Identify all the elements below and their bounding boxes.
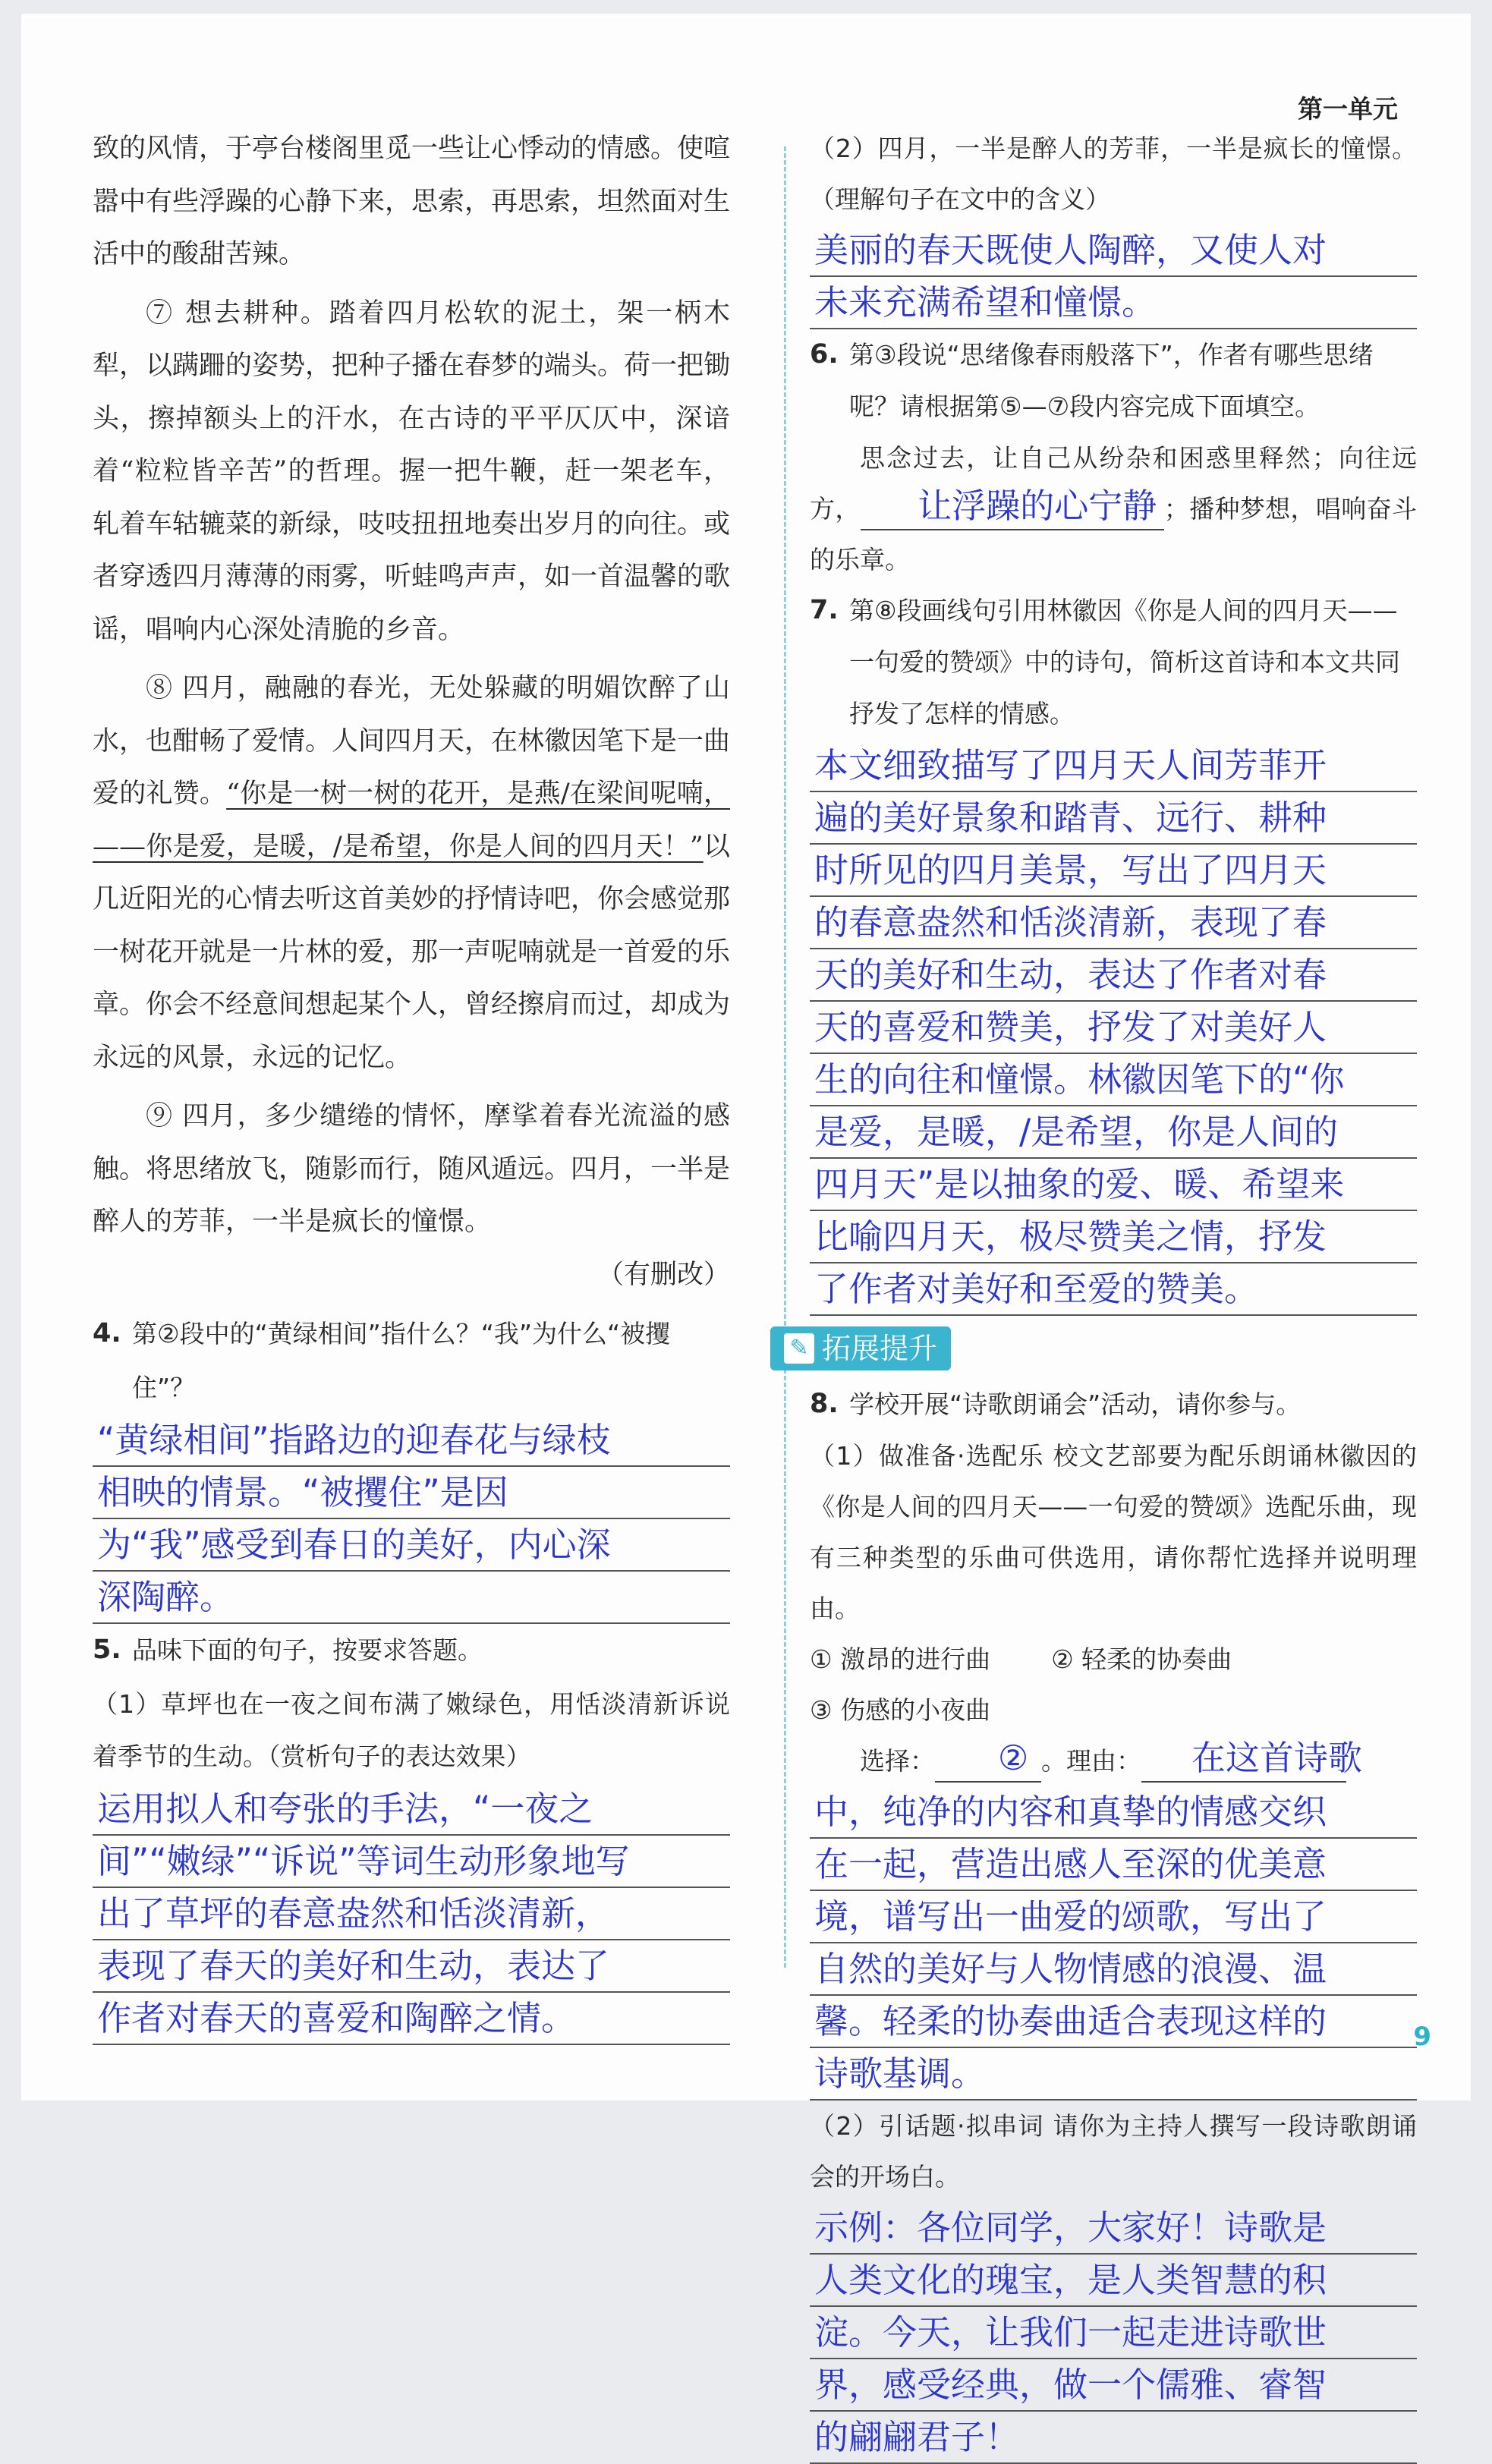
question-5: [93, 1624, 730, 1678]
answer-line: 四月天”是以抽象的爱、暖、希望来: [810, 1159, 1417, 1211]
option-2: ② 轻柔的协奏曲: [1051, 1644, 1232, 1674]
passage-intro: 致的风情，于亭台楼阁里觅一些让心悸动的情感。使喧嚣中有些浮躁的心静下来，思索，再思索，坦然面对生活中的酸甜苦辣。: [93, 134, 731, 269]
answer-line: 自然的美好与人物情感的浪漫、温: [810, 1943, 1417, 1996]
answer-line: 天的喜爱和赞美，抒发了对美好人: [810, 1002, 1417, 1054]
answer-line: 淀。今天，让我们一起走进诗歌世: [810, 2307, 1417, 2359]
passage-note: （有删改）: [596, 1259, 730, 1290]
question-6: [810, 329, 1417, 433]
choice-label: 选择：: [860, 1746, 935, 1776]
reason-label: 。理由：: [1041, 1746, 1141, 1776]
question-8-reason-answer: [810, 1786, 1417, 2101]
question-7-text: 第⑧段画线句引用林徽因《你是人间的四月天——一句爱的赞颂》中的诗句，简析这首诗和本文共同抒发了怎样的情感。: [849, 596, 1400, 729]
answer-line: 境，谱写出一曲爱的颂歌，写出了: [810, 1891, 1417, 1943]
answer-line: 天的美好和生动，表达了作者对春: [810, 949, 1417, 1002]
edit-note-icon: ✎: [784, 1333, 814, 1364]
question-7-answer: [810, 740, 1417, 1316]
answer-line: 深陶醉。: [93, 1572, 730, 1624]
extension-tip-label: 拓展提升: [822, 1332, 938, 1365]
question-8-choice: [810, 1735, 1417, 1786]
option-1: ① 激昂的进行曲: [810, 1644, 991, 1674]
question-5-text: 品味下面的句子，按要求答题。: [132, 1635, 483, 1665]
answer-line: 间”“嫩绿”“诉说”等词生动形象地写: [93, 1836, 730, 1888]
question-5-sub2-answer: [810, 225, 1417, 329]
answer-line: 是爱，是暖，/是希望，你是人间的: [810, 1106, 1417, 1159]
question-6-number: 6.: [810, 339, 839, 370]
option-3: ③ 伤感的小夜曲: [810, 1695, 991, 1725]
question-5-sub2: （2）四月，一半是醉人的芳菲，一半是疯长的憧憬。（理解句子在文中的含义）: [810, 134, 1417, 214]
question-8-options: [810, 1634, 1417, 1685]
answer-line: 人类文化的瑰宝，是人类智慧的积: [810, 2255, 1417, 2307]
question-8-number: 8.: [810, 1389, 839, 1419]
answer-line: 的春意盎然和恬淡清新，表现了春: [810, 897, 1417, 949]
answer-line: 相映的情景。“被攫住”是因: [93, 1467, 730, 1519]
answer-line: 美丽的春天既使人陶醉，又使人对: [810, 225, 1417, 277]
question-8-text: 学校开展“诗歌朗诵会”活动，请你参与。: [849, 1389, 1302, 1419]
question-6-text: 第③段说“思绪像春雨般落下”，作者有哪些思绪呢？请根据第⑤—⑦段内容完成下面填空。: [849, 340, 1374, 421]
answer-line: 生的向往和憧憬。林徽因笔下的“你: [810, 1054, 1417, 1106]
question-5-sub1-answer: [93, 1783, 730, 2045]
question-8-sub2: （2）引话题·拟串词 请你为主持人撰写一段诗歌朗诵会的开场白。: [810, 2111, 1417, 2192]
question-8-sub2-answer: [810, 2202, 1417, 2464]
right-column: [789, 123, 1418, 2464]
question-5-sub1: （1）草坪也在一夜之间布满了嫩绿色，用恬淡清新诉说着季节的生动。（赏析句子的表达效果）: [93, 1688, 730, 1771]
question-4: [93, 1308, 730, 1415]
answer-line: 出了草坪的春意盎然和恬淡清新，: [93, 1888, 730, 1940]
unit-title: 第一单元: [1298, 94, 1398, 124]
answer-line: 作者对春天的喜爱和陶醉之情。: [93, 1993, 730, 2045]
answer-line: “黄绿相间”指路边的迎春花与绿枝: [93, 1415, 730, 1467]
fill-text-before: 思念过去，让自己从纷杂和困惑里释然；向往远方，: [810, 443, 1417, 524]
answer-line: 未来充满希望和憧憬。: [810, 277, 1417, 329]
fill-text-after: ；播种梦想，唱响奋斗的乐章。: [810, 494, 1418, 574]
answer-line: 比喻四月天，极尽赞美之情，抒发: [810, 1211, 1417, 1263]
page-number: 9: [1413, 2022, 1431, 2052]
question-4-number: 4.: [93, 1318, 121, 1348]
question-8: [810, 1379, 1417, 1430]
answer-line: 界，感受经典，做一个儒雅、睿智: [810, 2359, 1417, 2412]
question-4-text: 第②段中的“黄绿相间”指什么？“我”为什么“被攫住”？: [132, 1319, 671, 1402]
answer-line: 时所见的四月美景，写出了四月天: [810, 845, 1417, 897]
answer-line: 表现了春天的美好和生动，表达了: [93, 1940, 730, 1993]
answer-line: 在一起，营造出感人至深的优美意: [810, 1839, 1417, 1891]
passage-paragraph-9: ⑨ 四月，多少缱绻的情怀，摩挲着春光流溢的感触。将思绪放飞，随影而行，随风遁远。四月，一半是醉人的芳菲，一半是疯长的憧憬。: [93, 1101, 731, 1237]
answer-line: 示例：各位同学，大家好！诗歌是: [810, 2202, 1417, 2255]
column-divider: [784, 146, 786, 1968]
question-7-number: 7.: [810, 595, 839, 625]
question-6-fill: [810, 433, 1417, 585]
question-8-sub1: （1）做准备·选配乐 校文艺部要为配乐朗诵林徽因的《你是人间的四月天——一句爱的赞颂》选配乐曲，现有三种类型的乐曲可供选用，请你帮忙选择并说明理由。: [810, 1441, 1417, 1623]
extension-tip-badge: [770, 1326, 951, 1370]
question-7: [810, 585, 1417, 740]
underlined-poem-quote: “你是一树一树的花开，是燕/在梁间呢喃，——你是爱，是暖，/是希望，你是人间的四月天！”: [93, 779, 730, 862]
passage-paragraph-7: ⑦ 想去耕种。踏着四月松软的泥土，架一柄木犁，以蹒跚的姿势，把种子播在春梦的端头。荷一把锄头，擦掉额头上的汗水，在古诗的平平仄仄中，深谙着“粒粒皆辛苦”的哲理。握一把牛鞭，赶一架老车，轧着车轱辘菜的新绿，吱吱扭扭地奏出岁月的向往。或者穿透四月薄薄的雨雾，听蛙鸣声声，如一首温馨的歌谣，唱响内心深处清脆的乡音。: [93, 297, 731, 645]
choice-answer[interactable]: ②: [935, 1735, 1041, 1783]
fill-blank-answer[interactable]: 让浮躁的心宁静: [861, 483, 1164, 530]
answer-line: 遍的美好景象和踏青、远行、耕种: [810, 792, 1417, 845]
answer-line: 中，纯净的内容和真挚的情感交织: [810, 1786, 1417, 1839]
paragraph-8-opening: ⑧ 四月，融融的春光，无处躲藏的明媚饮醉了山水，也酣畅了爱情。人间四月天，在林徽因笔下是一曲爱的礼赞。: [93, 673, 731, 809]
passage-paragraph-8: [93, 662, 730, 1084]
reason-answer-first[interactable]: 在这首诗歌: [1141, 1735, 1346, 1783]
answer-line: 运用拟人和夸张的手法，“一夜之: [93, 1783, 730, 1836]
answer-line: 馨。轻柔的协奏曲适合表现这样的: [810, 1996, 1417, 2048]
answer-line: 诗歌基调。: [810, 2048, 1417, 2101]
question-5-number: 5.: [93, 1635, 121, 1665]
answer-line: 为“我”感受到春日的美好，内心深: [93, 1519, 730, 1572]
left-column: [93, 123, 730, 2045]
answer-line: 了作者对美好和至爱的赞美。: [810, 1263, 1417, 1316]
answer-line: 的翩翩君子！: [810, 2412, 1417, 2464]
answer-line: 本文细致描写了四月天人间芳菲开: [810, 740, 1417, 792]
question-4-answer: [93, 1415, 730, 1624]
paragraph-8-closing: 以几近阳光的心情去听这首美妙的抒情诗吧，你会感觉那一树花开就是一片林的爱，那一声呢喃就是一首爱的乐章。你会不经意间想起某个人，曾经擦肩而过，却成为永远的风景，永远的记忆。: [93, 831, 731, 1073]
